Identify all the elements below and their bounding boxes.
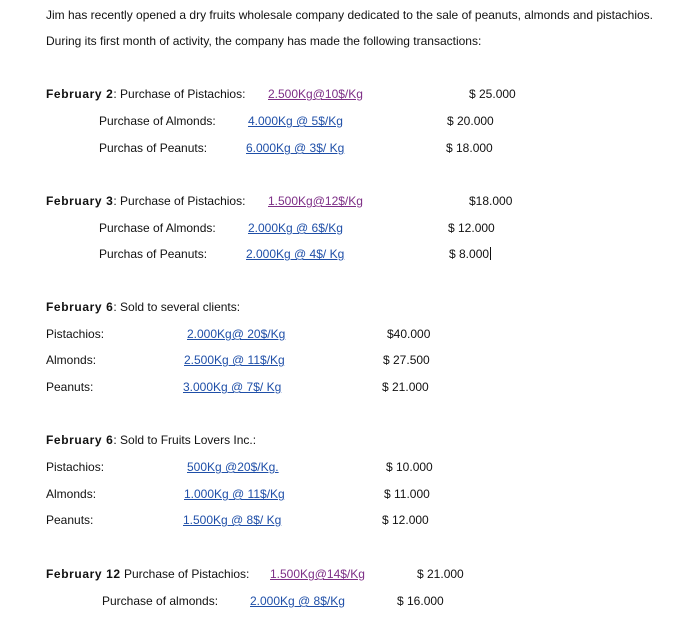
feb2-peanuts-label: Purchas of Peanuts: (99, 141, 208, 155)
feb6-fruitlovers-pistachios-amount: $ 10.000 (386, 460, 433, 474)
feb12-pistachios-amount: $ 21.000 (417, 567, 464, 581)
feb6-clients-peanuts-qty[interactable]: 3.000Kg @ 7$/ Kg (183, 380, 282, 394)
feb12-almonds-amount: $ 16.000 (397, 594, 444, 608)
feb6-clients-date: February 6 (46, 300, 114, 314)
feb6-clients-title: : Sold to several clients: (113, 300, 241, 314)
feb12-pistachios-label: Purchase of Pistachios: (120, 567, 250, 581)
feb3-almonds-label: Purchase of Almonds: (99, 221, 216, 235)
feb2-almonds-amount: $ 20.000 (447, 114, 494, 128)
intro-line-1: Jim has recently opened a dry fruits wholesale company dedicated to the sale of peanuts, almonds and pistachios. (46, 8, 654, 22)
feb3-peanuts-qty[interactable]: 2.000Kg @ 4$/ Kg (246, 247, 345, 261)
feb6-clients-almonds-label: Almonds: (46, 353, 97, 367)
feb6-fruitlovers-peanuts-qty[interactable]: 1.500Kg @ 8$/ Kg (183, 513, 282, 527)
feb2-pistachios-qty[interactable]: 2.500Kg@10$/Kg (268, 87, 363, 101)
feb3-date: February 3 (46, 194, 114, 208)
intro-line-2: During its first month of activity, the company has made the following transactions: (46, 34, 482, 48)
feb6-fruitlovers-pistachios-qty[interactable]: 500Kg @20$/Kg. (187, 460, 279, 474)
feb6-fruitlovers-peanuts-amount: $ 12.000 (382, 513, 429, 527)
feb6-clients-pistachios-amount: $40.000 (387, 327, 431, 341)
feb2-almonds-label: Purchase of Almonds: (99, 114, 216, 128)
feb6-fruitlovers-almonds-qty[interactable]: 1.000Kg @ 11$/Kg (184, 487, 285, 501)
feb3-heading (46, 194, 245, 208)
feb12-almonds-label: Purchase of almonds: (102, 594, 219, 608)
feb3-pistachios-qty[interactable]: 1.500Kg@12$/Kg (268, 194, 363, 208)
feb3-peanuts-label: Purchas of Peanuts: (99, 247, 208, 261)
feb3-pistachios-label: : Purchase of Pistachios: (113, 194, 246, 208)
feb3-pistachios-amount: $18.000 (469, 194, 513, 208)
feb6-fruitlovers-almonds-label: Almonds: (46, 487, 97, 501)
feb6-clients-peanuts-amount: $ 21.000 (382, 380, 429, 394)
feb2-almonds-qty[interactable]: 4.000Kg @ 5$/Kg (248, 114, 343, 128)
feb6-clients-peanuts-label: Peanuts: (46, 380, 94, 394)
feb6-clients-almonds-qty[interactable]: 2.500Kg @ 11$/Kg (184, 353, 285, 367)
feb2-pistachios-amount: $ 25.000 (469, 87, 516, 101)
feb6-fruitlovers-date: February 6 (46, 433, 114, 447)
feb6-clients-pistachios-qty[interactable]: 2.000Kg@ 20$/Kg (187, 327, 286, 341)
feb12-pistachios-qty[interactable]: 1.500Kg@14$/Kg (270, 567, 365, 581)
feb6-fruitlovers-heading (46, 433, 256, 447)
feb3-peanuts-amount: $ 8.000 (449, 247, 490, 261)
feb6-fruitlovers-pistachios-label: Pistachios: (46, 460, 105, 474)
feb12-almonds-qty[interactable]: 2.000Kg @ 8$/Kg (250, 594, 345, 608)
text-cursor (490, 247, 491, 260)
feb2-pistachios-label: : Purchase of Pistachios: (113, 87, 246, 101)
feb3-almonds-qty[interactable]: 2.000Kg @ 6$/Kg (248, 221, 343, 235)
feb3-almonds-amount: $ 12.000 (448, 221, 495, 235)
feb6-clients-heading (46, 300, 240, 314)
feb6-clients-almonds-amount: $ 27.500 (383, 353, 430, 367)
feb2-date: February 2 (46, 87, 114, 101)
feb6-fruitlovers-peanuts-label: Peanuts: (46, 513, 94, 527)
feb12-date: February 12 (46, 567, 121, 581)
feb3-peanuts-amount-cell[interactable] (449, 247, 491, 261)
feb2-peanuts-amount: $ 18.000 (446, 141, 493, 155)
feb12-heading (46, 567, 249, 581)
feb6-fruitlovers-almonds-amount: $ 11.000 (384, 487, 430, 501)
feb2-peanuts-qty[interactable]: 6.000Kg @ 3$/ Kg (246, 141, 345, 155)
feb2-heading (46, 87, 245, 101)
feb6-clients-pistachios-label: Pistachios: (46, 327, 105, 341)
feb6-fruitlovers-title: : Sold to Fruits Lovers Inc.: (113, 433, 257, 447)
